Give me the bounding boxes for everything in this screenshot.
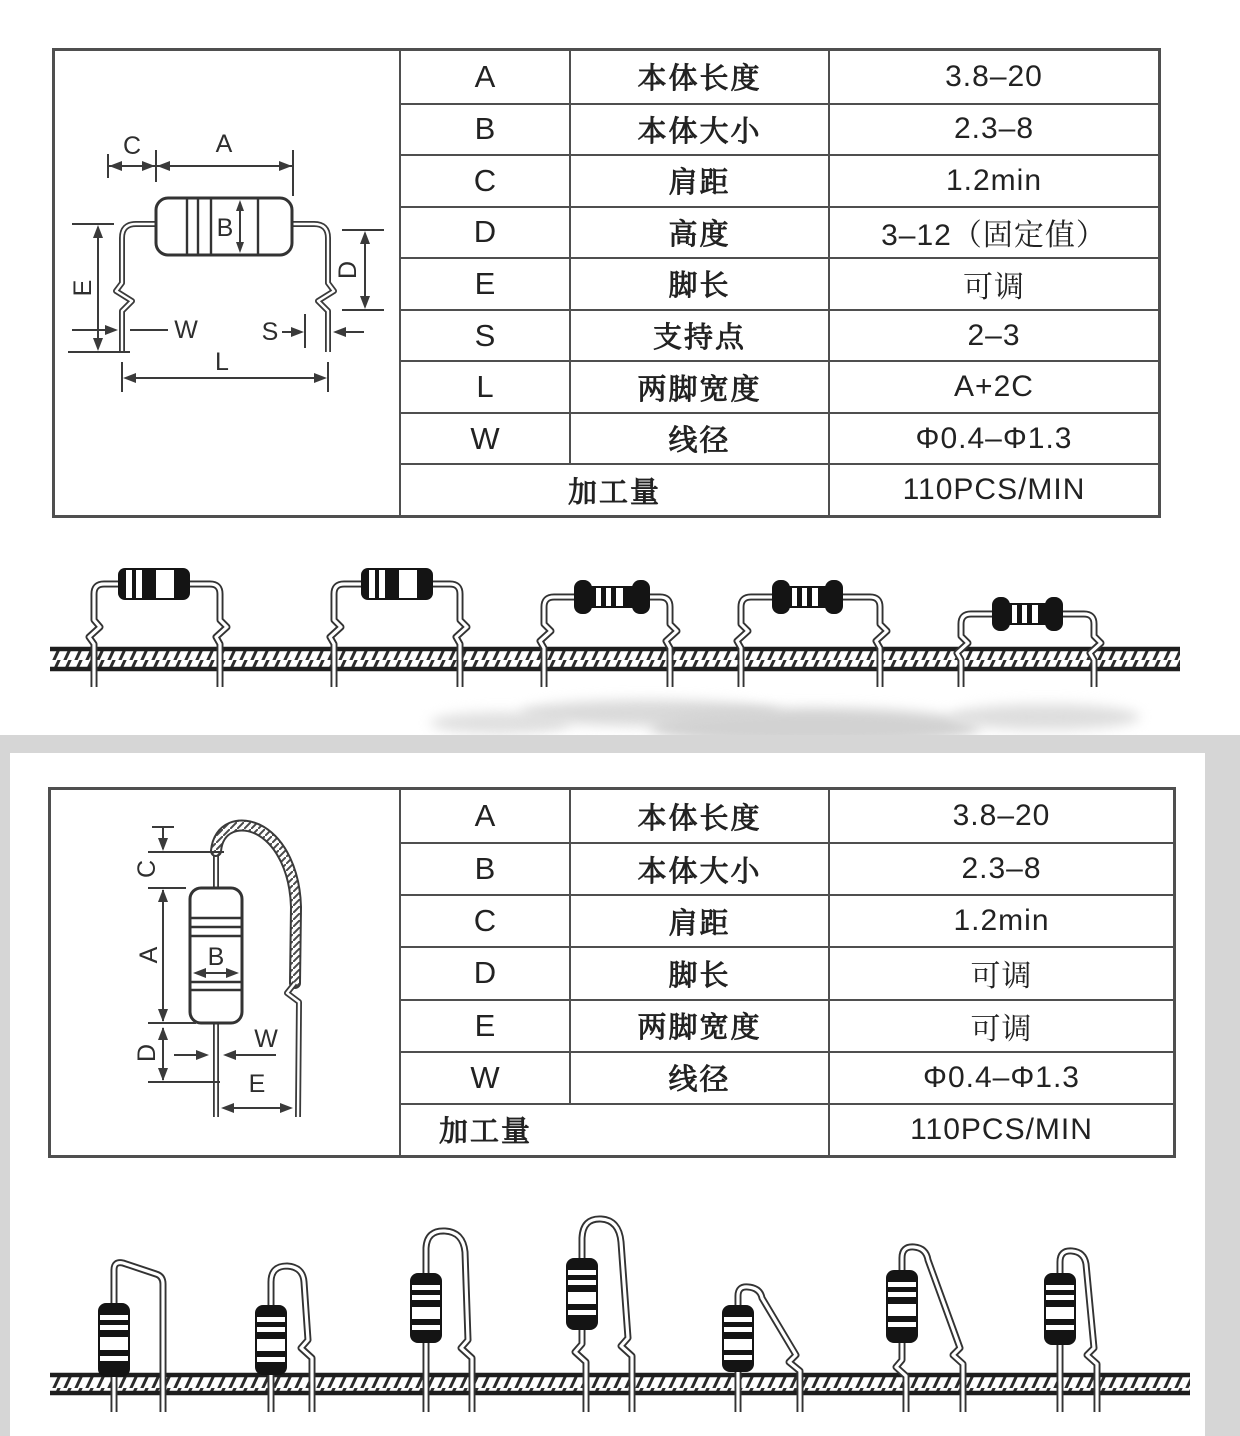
spec-name: 线径 — [569, 1051, 828, 1103]
dim-label-E: E — [248, 1070, 266, 1098]
spec-value: Φ0.4–Φ1.3 — [828, 1051, 1173, 1103]
carrier-board — [50, 1375, 1190, 1393]
spec-key: E — [399, 999, 569, 1051]
spec-name: 线径 — [569, 412, 828, 464]
spec-name: 两脚宽度 — [569, 360, 828, 412]
dim-W — [72, 316, 198, 344]
spec-name: 本体大小 — [569, 842, 828, 894]
dim-label-A: A — [135, 946, 163, 964]
dim-L — [122, 348, 328, 392]
spec-value: 2.3–8 — [828, 103, 1158, 155]
spec-value: 1.2min — [828, 894, 1173, 946]
spec-value: 3.8–20 — [828, 51, 1158, 103]
dim-label-L: L — [215, 348, 229, 376]
spec-value: 2–3 — [828, 309, 1158, 361]
spec-name: 脚长 — [569, 257, 828, 309]
dim-label-W: W — [254, 1025, 278, 1053]
spec-key: W — [399, 412, 569, 464]
dim-label-S: S — [261, 318, 279, 346]
spec-value: 3–12（固定值） — [828, 206, 1158, 258]
throughput-value: 110PCS/MIN — [828, 1103, 1173, 1155]
spec-key: C — [399, 894, 569, 946]
spec-name: 脚长 — [569, 946, 828, 998]
dim-label-W: W — [174, 316, 198, 344]
spec-key: C — [399, 154, 569, 206]
dim-D — [334, 230, 384, 310]
throughput-label: 加工量 — [399, 1103, 828, 1155]
throughput-value: 110PCS/MIN — [828, 463, 1158, 515]
spec-value: 2.3–8 — [828, 842, 1173, 894]
dim-C-A — [108, 130, 293, 196]
spec-value: 可调 — [828, 946, 1173, 998]
spec-key: L — [399, 360, 569, 412]
spec-value: Φ0.4–Φ1.3 — [828, 412, 1158, 464]
dim-W — [174, 1025, 278, 1060]
spec-name: 高度 — [569, 206, 828, 258]
dim-label-C: C — [122, 132, 142, 160]
dimension-diagram-vertical — [48, 787, 396, 1151]
spec-key: A — [399, 51, 569, 103]
dim-label-B: B — [216, 214, 234, 242]
throughput-label: 加工量 — [399, 463, 828, 515]
spec-name: 本体长度 — [569, 51, 828, 103]
scan-smudge — [950, 704, 1140, 730]
spec-name: 支持点 — [569, 309, 828, 361]
spec-key: A — [399, 790, 569, 842]
spec-value: A+2C — [828, 360, 1158, 412]
spec-key: W — [399, 1051, 569, 1103]
dim-label-D: D — [133, 1043, 161, 1063]
spec-key: S — [399, 309, 569, 361]
spec-value: 可调 — [828, 999, 1173, 1051]
formed-resistor — [957, 597, 1101, 687]
spec-value: 3.8–20 — [828, 790, 1173, 842]
dimension-diagram-horizontal — [52, 48, 396, 512]
dim-label-B: B — [207, 943, 225, 971]
spec-name: 两脚宽度 — [569, 999, 828, 1051]
spec-key: B — [399, 842, 569, 894]
dim-C — [133, 827, 224, 888]
spec-key: E — [399, 257, 569, 309]
dim-A — [135, 889, 196, 1023]
spec-name: 本体大小 — [569, 103, 828, 155]
dim-E — [221, 1070, 293, 1113]
spec-key: B — [399, 103, 569, 155]
dim-label-A: A — [215, 130, 233, 158]
spec-name: 肩距 — [569, 154, 828, 206]
dim-label-E: E — [69, 279, 97, 297]
spec-value: 可调 — [828, 257, 1158, 309]
dim-label-C: C — [133, 859, 161, 879]
dim-S — [262, 314, 364, 348]
spec-key: D — [399, 206, 569, 258]
spec-value: 1.2min — [828, 154, 1158, 206]
spec-key: D — [399, 946, 569, 998]
spec-name: 本体长度 — [569, 790, 828, 842]
board-illustration-horizontal — [40, 550, 1190, 700]
board-illustration-vertical — [40, 1190, 1210, 1420]
spec-name: 肩距 — [569, 894, 828, 946]
dim-label-D: D — [334, 260, 362, 280]
